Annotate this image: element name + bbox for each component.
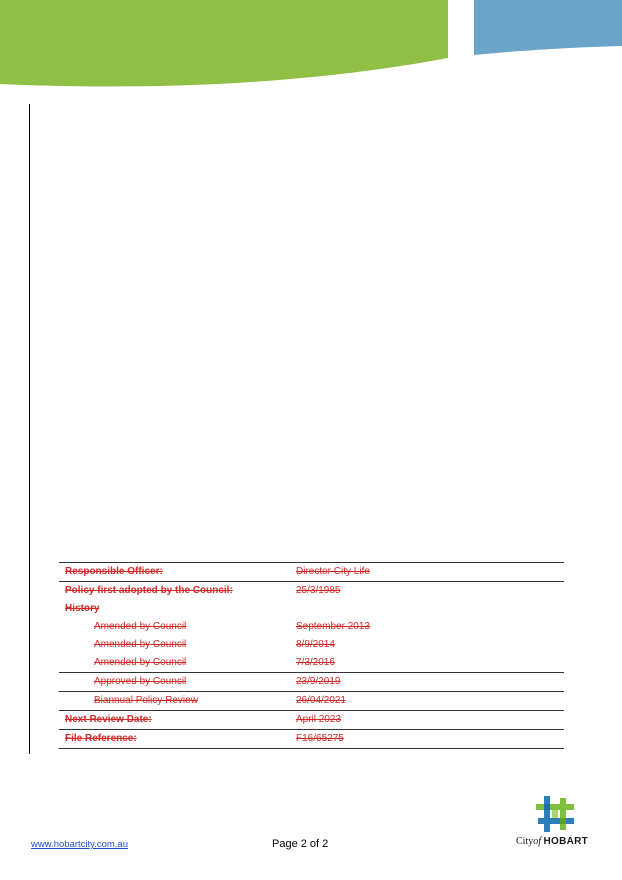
policy-row	[59, 618, 564, 636]
logo-wordmark	[516, 836, 596, 847]
policy-row-value	[296, 600, 564, 618]
header-blue-wave	[474, 0, 622, 55]
policy-row	[59, 692, 564, 711]
policy-row-label: Responsible Officer:	[59, 563, 296, 582]
policy-row-value: 7/3/2016	[296, 654, 564, 673]
policy-row-label: Amended by Council	[59, 654, 296, 673]
website-link[interactable]: www.hobartcity.com.au	[31, 839, 128, 850]
policy-row-value: F16/65275	[296, 730, 564, 749]
page-number: Page 2 of 2	[272, 838, 329, 850]
header-banner	[0, 0, 622, 100]
policy-row	[59, 673, 564, 692]
logo-city: City	[516, 836, 534, 847]
policy-row	[59, 636, 564, 654]
policy-row-value: Director City Life	[296, 563, 564, 582]
policy-row-label: Amended by Council	[94, 621, 187, 632]
policy-row-label: Policy first adopted by the Council:	[65, 585, 233, 596]
policy-row	[59, 711, 564, 730]
logo-hobart: HOBART	[543, 836, 589, 847]
policy-row	[59, 600, 564, 618]
policy-row-value: 25/3/1985	[296, 585, 341, 596]
policy-row-value: September 2013	[296, 621, 370, 632]
logo-of: of	[533, 836, 542, 847]
policy-row-label: Approved by Council	[59, 673, 296, 692]
policy-row-label: Biannual Policy Review	[59, 692, 296, 711]
policy-row-value: April 2023	[296, 711, 564, 730]
policy-row-label: File Reference:	[59, 730, 296, 749]
policy-row-label: History	[65, 603, 100, 614]
policy-row-value: 8/9/2014	[296, 639, 335, 650]
policy-row-value: 23/9/2019	[296, 673, 564, 692]
policy-row	[59, 582, 564, 601]
policy-row	[59, 654, 564, 673]
margin-change-bar	[29, 104, 30, 754]
hobart-logo-icon	[536, 796, 574, 832]
policy-row-value: 26/04/2021	[296, 692, 564, 711]
header-green-wave	[0, 0, 448, 86]
policy-details-table	[59, 562, 564, 749]
policy-row-label: Next Review Date:	[59, 711, 296, 730]
policy-row-label: Amended by Council	[94, 639, 187, 650]
policy-row	[59, 730, 564, 749]
policy-row	[59, 563, 564, 582]
city-of-hobart-logo	[516, 796, 596, 852]
